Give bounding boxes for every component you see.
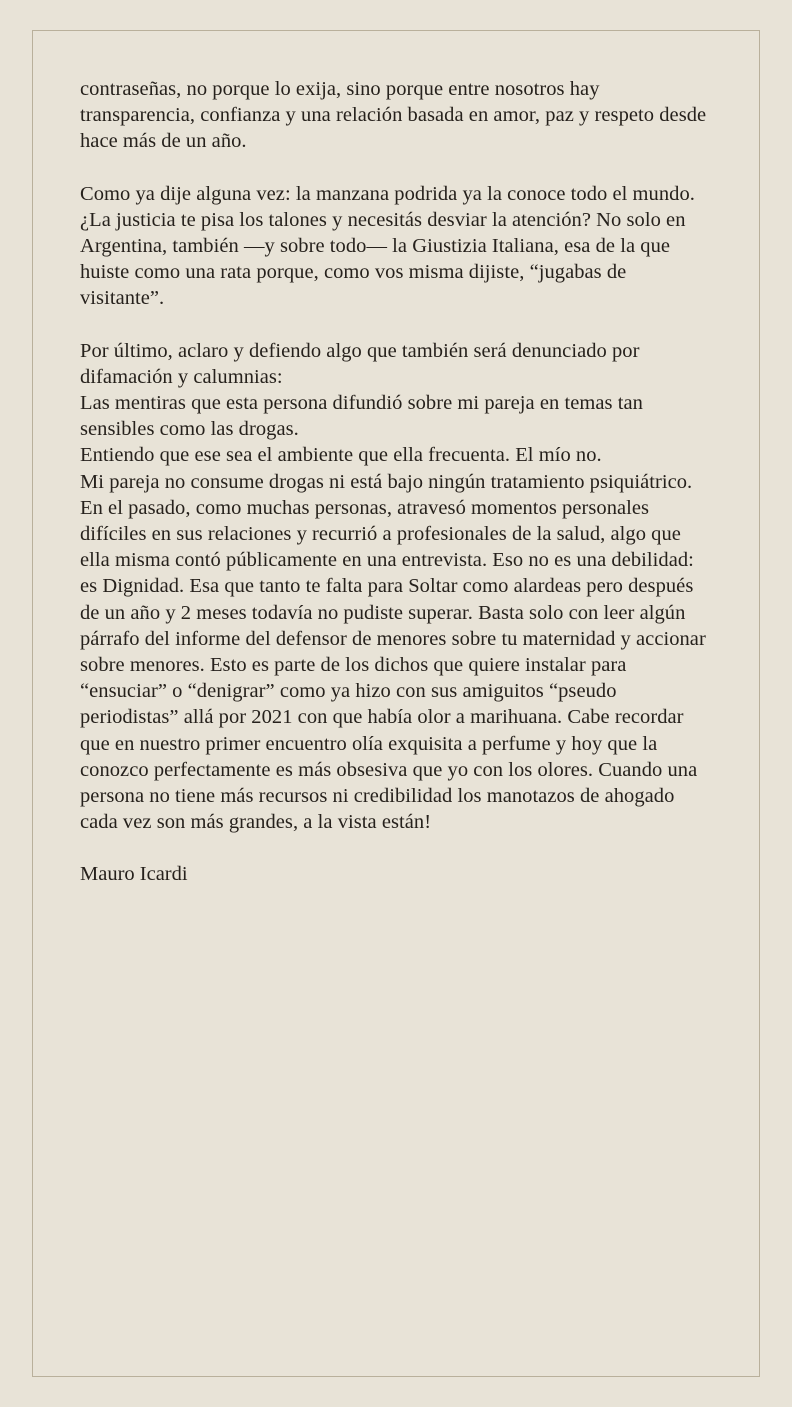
paragraph-4: Por último, aclaro y defiendo algo que también será denunciado por difamación y calumnias: (80, 339, 640, 388)
paragraph-6: Entiendo que ese sea el ambiente que ella frecuenta. El mío no. (80, 444, 602, 467)
paragraph-7: Mi pareja no consume drogas ni está bajo ningún tratamiento psiquiátrico. En el pasado, como muchas personas, atravesó momentos personales difíciles en sus relaciones y recurrió a profesionales de la salud, algo que ella misma contó públicamente en una entrevista. Eso no es una debilidad: es Dignidad. Esa que tanto te falta para Soltar como alardeas pero después de un año y 2 meses todavía no pudiste superar. Basta solo con leer algún párrafo del informe del defensor de menores sobre tu maternidad y accionar sobre menores. Esto es parte de los dichos que quiere instalar para “ensuciar” o “denigrar” como ya hizo con sus amiguitos “pseudo periodistas” allá por 2021 con que había olor a marihuana. Cabe recordar que en nuestro primer encuentro olía exquisita a perfume y hoy que la conozco perfectamente es más obsesiva que yo con los olores. Cuando una persona no tiene más recursos ni credibilidad los manotazos de ahogado cada vez son más grandes, a la vista están! (80, 470, 706, 834)
signature-line: Mauro Icardi (80, 863, 188, 886)
paragraph-3: ¿La justicia te pisa los talones y necesitás desviar la atención? No solo en Argentina, también —y sobre todo— la Giustizia Italiana, esa de la que huiste como una rata porque, como vos misma dijiste, “jugabas de visitante”. (80, 208, 686, 310)
paragraph-2: Como ya dije alguna vez: la manzana podrida ya la conoce todo el mundo. (80, 182, 695, 205)
paragraph-5: Las mentiras que esta persona difundió sobre mi pareja en temas tan sensibles como las drogas. (80, 392, 643, 441)
statement-body (80, 76, 710, 888)
paragraph-1: contraseñas, no porque lo exija, sino porque entre nosotros hay transparencia, confianza y una relación basada en amor, paz y respeto desde hace más de un año. (80, 78, 707, 153)
